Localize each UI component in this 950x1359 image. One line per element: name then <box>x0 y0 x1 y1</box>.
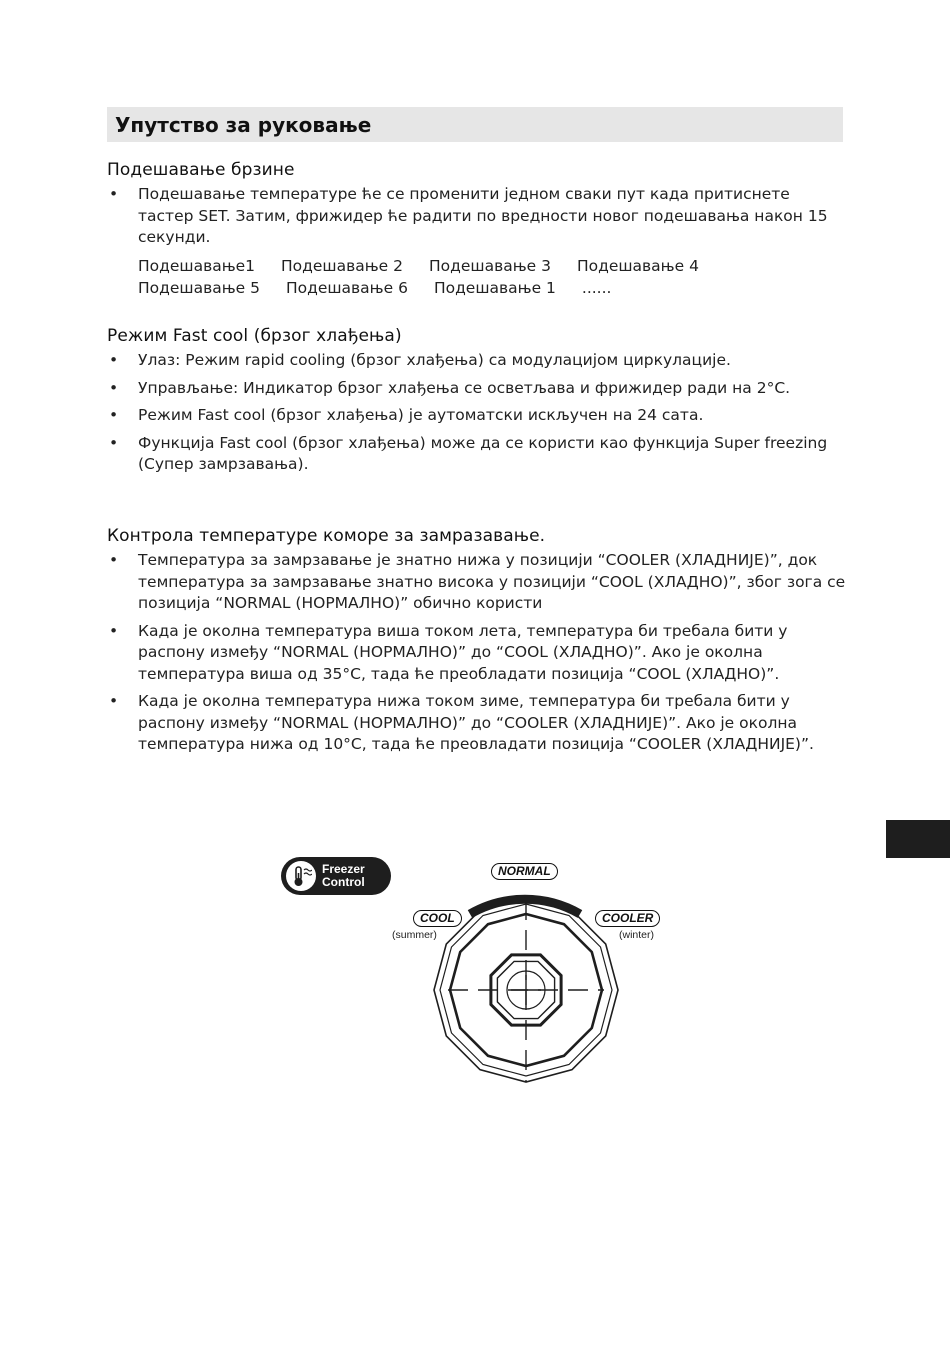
setting-item: Подешавање 3 <box>429 256 551 275</box>
page-title: Упутство за руковање <box>115 112 372 137</box>
cooler-sub-label: (winter) <box>619 929 655 941</box>
list-item: • Када је околна температура нижа током зиме, температура би требала бити у распону између “NORMAL (НОРМАЛНО)” до “COOLER (ХЛАДНИЈЕ)”. Ако је околна температура нижа од 10°C, тада ће преовладати позиција “COOLER (ХЛАДНИЈЕ)”. <box>109 692 814 753</box>
freezer-section <box>107 526 847 762</box>
setting-item: Подешавање 6 <box>285 278 408 297</box>
setting-item: Подешавање1 <box>138 256 256 275</box>
fastcool-section <box>107 326 847 482</box>
list-item: • Подешавање температуре ће се променити једном сваки пут када притиснете тастер SET. Затим, фрижидер ће радити по вредности новог подешавања након 15 секунди. <box>109 185 828 246</box>
setting-item: Подешавање 4 <box>576 256 699 275</box>
freezer-bullets <box>107 550 847 756</box>
settings-row-2 <box>138 277 847 299</box>
setting-item: Подешавање 2 <box>281 256 403 275</box>
fastcool-bullets <box>107 350 847 476</box>
badge-text: Freezer Control <box>322 862 365 889</box>
section-header <box>107 107 843 142</box>
list-item: • Режим Fast cool (брзог хлађења) је аутоматски искључен на 24 сата. <box>109 406 704 424</box>
fastcool-heading: Режим Fast cool (брзог хлађења) <box>107 326 402 346</box>
freezer-heading: Контрола температуре коморе за замразавање. <box>107 526 546 546</box>
side-tab-marker <box>886 820 950 858</box>
speed-heading: Подешавање брзине <box>107 160 295 180</box>
setting-item: ...... <box>581 278 612 297</box>
list-item: • Када је околна температура виша током лета, температура би требала бити у распону између “NORMAL (НОРМАЛНО)” до “COOL (ХЛАДНО)”. Ако је околна температура виша од 35°C, тада ће преобладати позиција “COOL (ХЛАДНО)”. <box>109 621 788 683</box>
freezer-control-diagram <box>270 850 690 1090</box>
setting-item: Подешавање 5 <box>138 278 260 297</box>
cooler-label: COOLER <box>595 910 660 927</box>
speed-section <box>107 160 847 299</box>
speed-bullets <box>107 184 847 249</box>
setting-item: Подешавање 1 <box>433 278 556 297</box>
list-item: • Температура за замрзавање је знатно нижа у позицији “COOLER (ХЛАДНИЈЕ)”, док температура за замрзавање знатно висока у позицији “COOL (ХЛАДНО)”, због зога се позиција “NORMAL (НОРМАЛНО)” обично користи <box>109 551 846 612</box>
normal-label: NORMAL <box>491 863 558 880</box>
cool-label: COOL <box>413 910 462 927</box>
list-item: • Управљање: Индикатор брзог хлађења се осветљава и фрижидер ради на 2°C. <box>109 378 791 397</box>
dial-graphic <box>270 850 690 1090</box>
settings-row-1 <box>138 255 847 277</box>
list-item: • Функција Fast cool (брзог хлађења) може да се користи као функција Super freezing (Супер замрзавања). <box>109 433 828 473</box>
cool-sub-label: (summer) <box>392 929 437 941</box>
list-item: • Улаз: Режим rapid cooling (брзог хлађења) са модулацијом циркулације. <box>109 351 731 369</box>
dial-range-arc <box>470 899 580 914</box>
settings-sequence <box>107 255 847 299</box>
